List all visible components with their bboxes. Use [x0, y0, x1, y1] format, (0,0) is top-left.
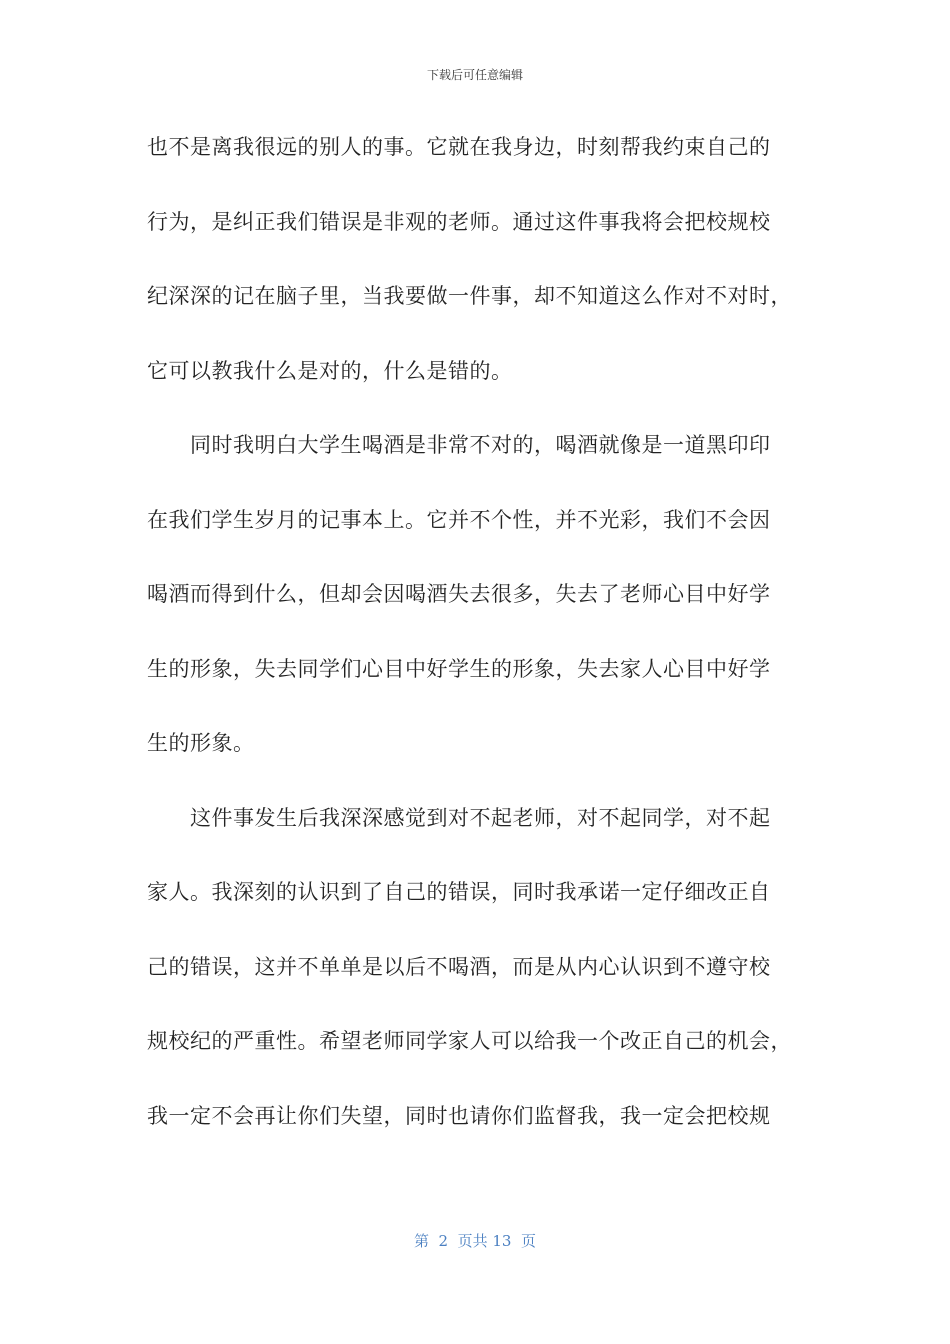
- paragraph-start-line: 同时我明白大学生喝酒是非常不对的，喝酒就像是一道黑印印: [190, 433, 771, 457]
- text-line: 生的形象，失去同学们心目中好学生的形象，失去家人心目中好学: [147, 656, 771, 681]
- text-line: 我一定不会再让你们失望，同时也请你们监督我，我一定会把校规: [147, 1103, 771, 1128]
- text-line: 喝酒而得到什么，但却会因喝酒失去很多，失去了老师心目中好学: [147, 582, 771, 606]
- paragraph-start-line: 这件事发生后我深深感觉到对不起老师，对不起同学，对不起: [190, 805, 771, 830]
- text-line: 它可以教我什么是对的，什么是错的。: [147, 358, 513, 383]
- page-header-note: 下载后可任意编辑: [426, 68, 523, 82]
- text-line: 规校纪的严重性。希望老师同学家人可以给我一个改正自己的机会，: [147, 1029, 792, 1053]
- document-body: [147, 126, 807, 1169]
- text-line: 行为，是纠正我们错误是非观的老师。通过这件事我将会把校规校: [147, 209, 771, 234]
- text-line: 在我们学生岁月的记事本上。它并不个性，并不光彩，我们不会因: [147, 507, 771, 532]
- text-line: 己的错误，这并不单单是以后不喝酒，而是从内心认识到不遵守校: [147, 954, 771, 979]
- text-line: 纪深深的记在脑子里，当我要做一件事，却不知道这么作对不对时，: [147, 284, 792, 308]
- text-line: 生的形象。: [147, 731, 255, 755]
- page-number-footer: 第 2 页共 13 页: [413, 1232, 536, 1250]
- text-line: 家人。我深刻的认识到了自己的错误，同时我承诺一定仔细改正自: [147, 880, 771, 904]
- text-line: 也不是离我很远的别人的事。它就在我身边，时刻帮我约束自己的: [147, 135, 771, 159]
